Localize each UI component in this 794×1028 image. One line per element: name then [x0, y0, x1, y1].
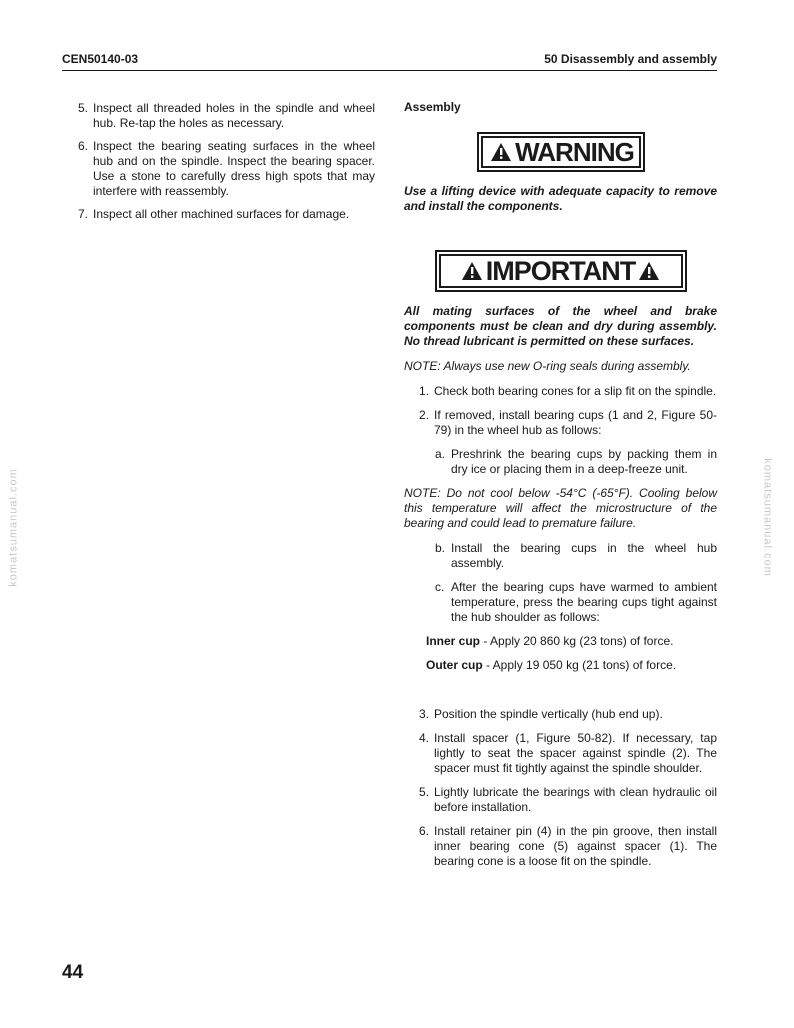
step-text: Check both bearing cones for a slip fit on the spindle.: [434, 384, 717, 398]
inner-cup-label: Inner cup: [426, 634, 481, 648]
warning-label-box: [477, 132, 645, 172]
note-cooling: NOTE: Do not cool below -54°C (-65°F). Cooling below this temperature will affect the microstructure of the bearing and could lead to premature failure.: [404, 486, 717, 530]
outer-cup-text: - Apply 19 050 kg (21 tons) of force.: [482, 658, 677, 672]
assembly-step: [404, 824, 717, 869]
warning-label: WARNING: [515, 136, 634, 167]
assembly-substep: [404, 580, 717, 625]
step-number: 5.: [419, 785, 430, 799]
substep-text: After the bearing cups have warmed to ambient temperature, press the bearing cups tight against the hub shoulder as follows:: [451, 580, 717, 624]
warning-triangle-icon: [638, 261, 660, 281]
assembly-heading: Assembly: [404, 100, 461, 114]
note-o-ring: NOTE: Always use new O-ring seals during assembly.: [404, 359, 691, 373]
warning-triangle-icon: [461, 261, 483, 281]
outer-cup-label: Outer cup: [426, 658, 483, 672]
step-text: Install spacer (1, Figure 50-82). If necessary, tap lightly to seat the spacer against spindle (2). The spacer must fit tightly against the spindle shoulder.: [434, 731, 717, 775]
inner-cup-force: [404, 634, 717, 649]
section-title: 50 Disassembly and assembly: [544, 52, 717, 66]
inspection-step: [62, 101, 375, 131]
assembly-step: [404, 731, 717, 776]
step-text: Position the spindle vertically (hub end up).: [434, 707, 663, 721]
left-column: [62, 101, 375, 230]
assembly-step: [404, 785, 717, 815]
step-text: Install retainer pin (4) in the pin groove, then install inner bearing cone (5) against spacer (1). The bearing cone is a loose fit on the spindle.: [434, 824, 717, 868]
page-number: 44: [62, 962, 84, 983]
step-number: 2.: [419, 408, 430, 422]
substep-text: Install the bearing cups in the wheel hub assembly.: [451, 541, 717, 570]
step-number: 3.: [419, 707, 430, 721]
outer-cup-force: [404, 658, 717, 673]
document-id: CEN50140-03: [62, 52, 139, 66]
watermark-right: komatsumanual.com: [761, 458, 774, 577]
step-number: 5.: [78, 101, 89, 115]
step-text: Lightly lubricate the bearings with clean hydraulic oil before installation.: [434, 785, 717, 814]
inspection-step: [62, 139, 375, 199]
header-rule: [62, 70, 717, 71]
right-column: [404, 100, 717, 878]
important-label-box: [435, 250, 687, 292]
assembly-substep: [404, 447, 717, 477]
assembly-step: [404, 707, 717, 722]
step-number: 7.: [78, 207, 89, 221]
assembly-step: [404, 384, 717, 399]
step-text: Inspect the bearing seating surfaces in the wheel hub and on the spindle. Inspect the bearing spacer. Use a stone to carefully dress high spots that may interfere with reassembly.: [93, 139, 375, 198]
important-label: IMPORTANT: [485, 255, 636, 286]
assembly-step: [404, 408, 717, 438]
important-text: All mating surfaces of the wheel and brake components must be clean and dry during assembly. No thread lubricant is permitted on these surfaces.: [404, 304, 717, 348]
warning-triangle-icon: [490, 142, 512, 162]
substep-letter: b.: [435, 541, 446, 555]
step-number: 6.: [78, 139, 89, 153]
assembly-substep: [404, 541, 717, 571]
substep-letter: c.: [435, 580, 445, 594]
step-number: 1.: [419, 384, 430, 398]
step-text: Inspect all other machined surfaces for damage.: [93, 207, 350, 221]
step-text: If removed, install bearing cups (1 and 2, Figure 50-79) in the wheel hub as follows:: [434, 408, 717, 437]
watermark-left: komatsumanual.com: [7, 468, 20, 587]
step-number: 4.: [419, 731, 430, 745]
step-number: 6.: [419, 824, 430, 838]
step-text: Inspect all threaded holes in the spindle and wheel hub. Re-tap the holes as necessary.: [93, 101, 375, 130]
substep-text: Preshrink the bearing cups by packing them in dry ice or placing them in a deep-freeze unit.: [451, 447, 717, 476]
inner-cup-text: - Apply 20 860 kg (23 tons) of force.: [480, 634, 674, 648]
substep-letter: a.: [435, 447, 446, 461]
warning-text: Use a lifting device with adequate capacity to remove and install the components.: [404, 184, 717, 213]
inspection-step: [62, 207, 375, 222]
